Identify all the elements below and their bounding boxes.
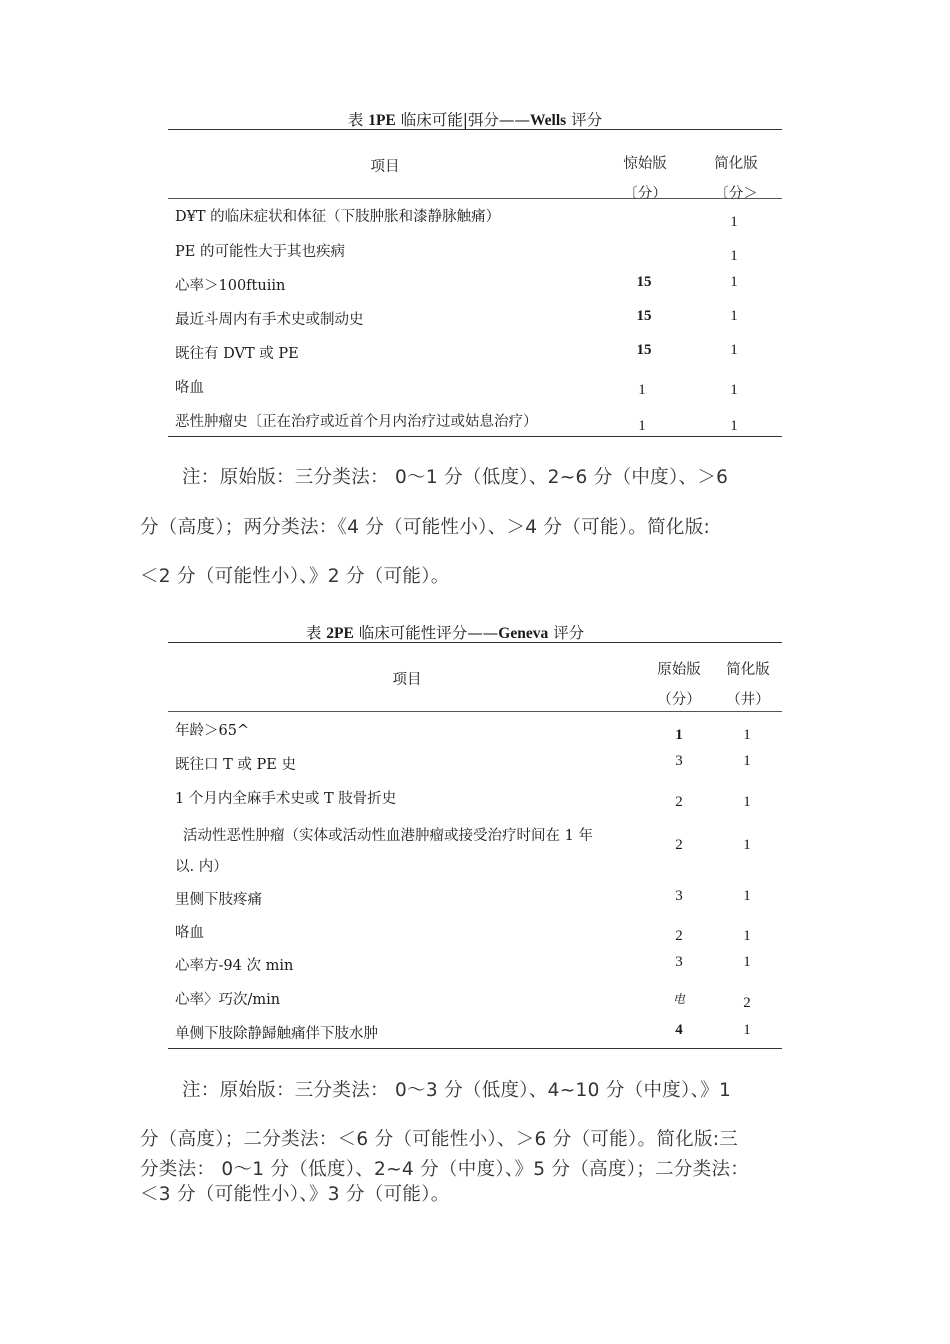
table-row-cont: 以. 内） xyxy=(175,859,228,875)
table-cell: 1 xyxy=(743,794,751,810)
table-row: 里侧下肢疼痛 xyxy=(175,892,262,908)
table-cell: 1 xyxy=(638,382,646,398)
table-cell: 1 xyxy=(730,274,738,290)
table2-top-rule xyxy=(168,642,782,643)
note1-line1: 注：原始版：三分类法： 0〜1 分（低度）、2~6 分（中度）、＞6 xyxy=(182,467,729,488)
table-cell: 2 xyxy=(675,928,683,944)
table1-bottom-rule xyxy=(168,436,782,437)
table2-header-col2: 简化版 （井） xyxy=(726,662,770,708)
table-row: 最近斗周内有手术史或制动史 xyxy=(175,312,364,328)
note2-line4: ＜3 分（可能性小）、》3 分（可能）。 xyxy=(140,1184,450,1205)
note1-line2: 分（高度）；两分类法：《4 分（可能性小）、＞4 分（可能）。简化版: xyxy=(140,517,711,538)
table-row: 心率＞100ftuiin xyxy=(175,278,286,294)
table2-caption: 表 2PE 临床可能性评分——Geneva 评分 xyxy=(305,624,585,642)
table-cell: 1 xyxy=(675,727,683,743)
table-cell: 1 xyxy=(730,382,738,398)
note2-line3: 分类法： 0〜1 分（低度）、2~4 分（中度）、》5 分（高度）；二分类法： xyxy=(140,1159,750,1180)
table-cell: 电 xyxy=(672,992,685,1006)
table-cell: 1 xyxy=(730,214,738,230)
table1-header-col2: 简化版 〔分＞ xyxy=(714,156,758,202)
table-cell: 1 xyxy=(638,418,646,434)
table-cell: 1 xyxy=(743,1022,751,1038)
table-row: D¥T 的临床症状和体征（下肢肿胀和漆静脉触痛） xyxy=(175,209,501,225)
table-cell: 4 xyxy=(675,1022,683,1038)
table-cell: 1 xyxy=(743,727,751,743)
table-row: 心率方-94 次 min xyxy=(175,958,294,974)
table1-header-item: 项目 xyxy=(370,159,400,175)
table1-top-rule xyxy=(168,129,782,130)
table-row: PE 的可能性大于其也疾病 xyxy=(175,244,345,260)
table-cell: 1 xyxy=(730,418,738,434)
note1-line3: ＜2 分（可能性小）、》2 分（可能）。 xyxy=(140,566,450,587)
table-cell: 3 xyxy=(675,888,683,904)
table-row: 年龄＞65^ xyxy=(175,723,250,739)
table-row: 1 个月内全麻手术史或 T 肢骨折史 xyxy=(175,791,397,807)
table-cell: 3 xyxy=(675,753,683,769)
table2-header-col1: 原始版 （分） xyxy=(657,662,701,708)
note2-line1: 注：原始版：三分类法： 0〜3 分（低度）、4~10 分（中度）、》1 xyxy=(182,1080,732,1101)
note2-line2: 分（高度）；二分类法：＜6 分（可能性小）、＞6 分（可能）。简化版:三 xyxy=(140,1129,739,1150)
table-row: 恶性肿瘤史〔正在治疗或近首个月内治疗过或姑息治疗） xyxy=(175,414,538,430)
table-cell: 1 xyxy=(730,342,738,358)
table-cell: 1 xyxy=(743,954,751,970)
table-row: 咯血 xyxy=(175,925,204,941)
table2-header-item: 项目 xyxy=(392,672,422,688)
table-cell: 15 xyxy=(636,342,652,358)
table2-header-rule xyxy=(168,711,782,712)
table-cell: 2 xyxy=(743,995,751,1011)
table-cell: 1 xyxy=(743,928,751,944)
table-cell: 15 xyxy=(636,274,652,290)
table-row: 活动性恶性肿瘤（实体或活动性血港肿瘤或接受治疗时间在 1 年 xyxy=(183,828,593,844)
table-row: 心率〉巧次/min xyxy=(175,992,281,1008)
table1-caption: 表 1PE 临床可能|弭分——Wells 评分 xyxy=(347,111,603,129)
table-row: 单侧下肢除静歸触痛伴下肢水肿 xyxy=(175,1026,378,1042)
table1-header-col1: 惊始版 〔分） xyxy=(623,156,667,202)
table-row: 咯血 xyxy=(175,380,204,396)
table-cell: 2 xyxy=(675,837,683,853)
table-cell: 1 xyxy=(730,308,738,324)
table-row: 既往有 DVT 或 PE xyxy=(175,346,299,362)
table-cell: 3 xyxy=(675,954,683,970)
table-cell: 15 xyxy=(636,308,652,324)
table-cell: 1 xyxy=(743,837,751,853)
table-cell: 1 xyxy=(730,248,738,264)
table2-bottom-rule xyxy=(168,1048,782,1049)
table-cell: 1 xyxy=(743,888,751,904)
table-cell: 1 xyxy=(743,753,751,769)
table-cell: 2 xyxy=(675,794,683,810)
table1-header-rule xyxy=(168,198,782,199)
table-row: 既往口 T 或 PE 史 xyxy=(175,757,296,773)
